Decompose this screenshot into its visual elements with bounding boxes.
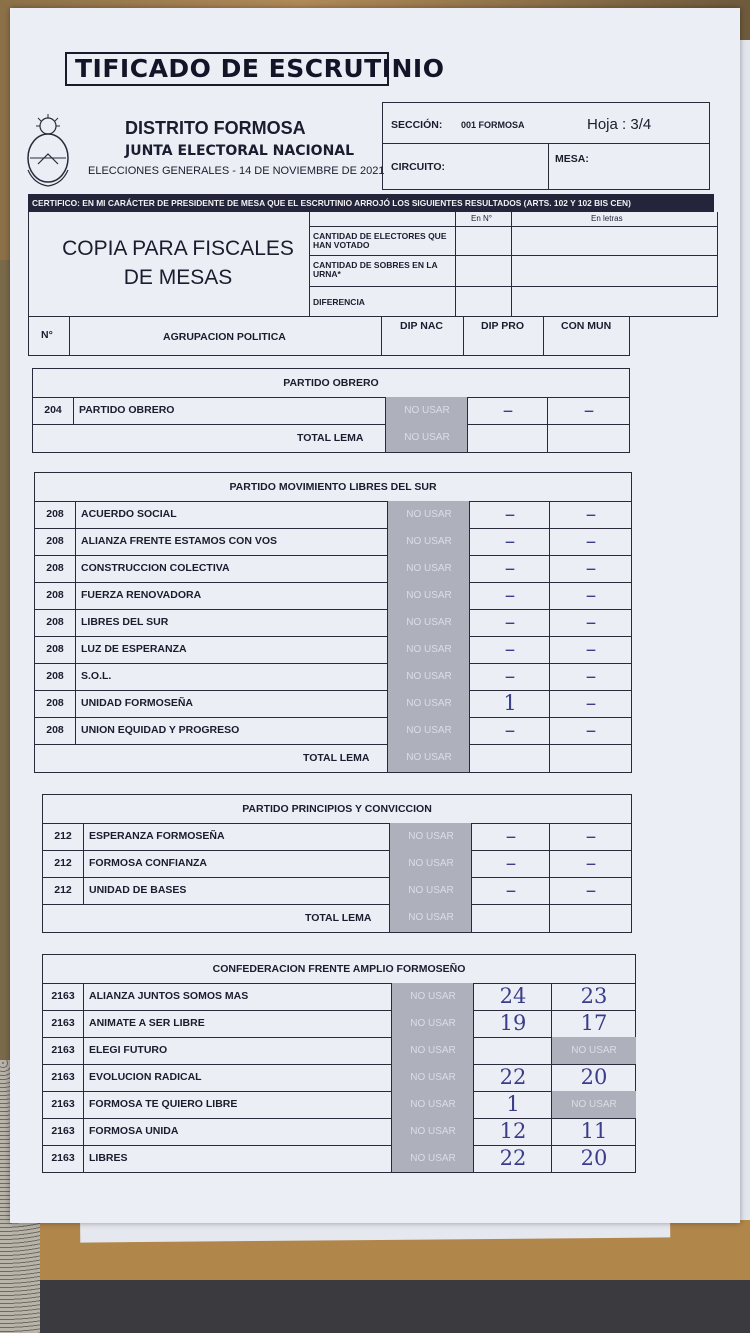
con-mun-value: – [549,582,632,609]
party-name: PARTIDO OBRERO [79,404,175,416]
list-number: 212 [54,857,72,869]
party-row [35,690,631,718]
seccion-label: SECCIÓN: [391,119,443,131]
list-number: 2163 [51,1125,75,1137]
no-usar-cell: NO USAR [389,904,472,932]
party-row [43,1010,635,1038]
counts-table [309,212,717,316]
escrutinio-sheet [10,8,740,1223]
dip-pro-value: 1 [469,690,550,717]
dip-pro-value: 19 [473,1010,552,1037]
con-mun-value: 20 [551,1064,636,1091]
party-row [35,717,631,745]
party-row [43,823,631,851]
con-mun-value: – [549,690,632,717]
dip-pro-value: – [469,528,550,555]
no-usar-cell: NO USAR [385,397,468,424]
no-usar-cell: NO USAR [387,609,470,636]
group-title: PARTIDO MOVIMIENTO LIBRES DEL SUR [35,473,631,502]
party-name: ALIANZA JUNTOS SOMOS MAS [89,990,249,1002]
party-row [43,1145,635,1173]
party-row [43,1037,635,1065]
dip-pro-value: – [469,555,550,582]
no-usar-cell: NO USAR [387,663,470,690]
list-number: 2163 [51,1044,75,1056]
party-row [35,609,631,637]
no-usar-cell: NO USAR [391,1091,474,1118]
mesa-label: MESA: [555,153,589,165]
section-box [382,102,710,190]
dip-pro-value: – [469,609,550,636]
no-usar-cell: NO USAR [389,850,472,877]
party-row [35,663,631,691]
circuito-label: CIRCUITO: [391,161,446,173]
con-mun-value: – [549,501,632,528]
no-usar-cell: NO USAR [387,690,470,717]
list-number: 208 [46,697,64,709]
list-number: 212 [54,830,72,842]
list-number: 2163 [51,1098,75,1110]
list-number: 208 [46,724,64,736]
list-number: 208 [46,535,64,547]
sheet-number: Hoja : 3/4 [587,116,652,133]
no-usar-cell: NO USAR [387,501,470,528]
diferencia-label: DIFERENCIA [313,297,365,307]
party-name: EVOLUCION RADICAL [89,1071,202,1083]
party-name: CONSTRUCCION COLECTIVA [81,562,230,574]
dip-pro-value: – [471,823,550,850]
seccion-value: 001 FORMOSA [461,120,525,130]
group-title: PARTIDO OBRERO [33,369,629,398]
col-con-mun: CON MUN [561,320,612,332]
list-number: 208 [46,670,64,682]
party-row [43,1064,635,1092]
list-number: 212 [54,884,72,896]
party-name: ANIMATE A SER LIBRE [89,1017,205,1029]
no-usar-cell: NO USAR [389,823,472,850]
party-row [33,397,629,425]
group-1 [32,368,630,453]
party-name: ALIANZA FRENTE ESTAMOS CON VOS [81,535,278,547]
sobres-label: CANTIDAD DE SOBRES EN LA URNA* [313,260,438,279]
no-usar-cell: NO USAR [391,1010,474,1037]
argentina-seal-icon [24,112,72,190]
col-agrupacion: AGRUPACION POLITICA [163,331,286,343]
list-number: 208 [46,562,64,574]
col-num: N° [41,329,53,341]
list-number: 208 [46,643,64,655]
party-name: UNIDAD FORMOSEÑA [81,697,193,709]
party-row [35,528,631,556]
party-name: LIBRES DEL SUR [81,616,169,628]
party-row [35,582,631,610]
con-mun-value: 20 [551,1145,636,1172]
dip-pro-value: – [469,636,550,663]
party-name: UNION EQUIDAD Y PROGRESO [81,724,240,736]
party-name: LIBRES [89,1152,128,1164]
list-number: 208 [46,616,64,628]
party-name: ELEGI FUTURO [89,1044,168,1056]
column-header [28,316,630,356]
no-usar-cell: NO USAR [387,717,470,744]
con-mun-value: – [549,609,632,636]
no-usar-cell: NO USAR [391,1064,474,1091]
no-usar-cell: NO USAR [387,636,470,663]
dip-pro-value: – [471,850,550,877]
con-mun-value: – [549,823,632,850]
list-number: 2163 [51,1071,75,1083]
party-name: FORMOSA CONFIANZA [89,857,208,869]
con-mun-value: 17 [551,1010,636,1037]
copia-label: COPIA PARA FISCALES DE MESAS [62,237,294,289]
en-numero-header: En N° [471,214,492,223]
electores-label: CANTIDAD DE ELECTORES QUE HAN VOTADO [313,231,447,250]
party-row [43,983,635,1011]
con-mun-value: – [549,850,632,877]
party-row [35,501,631,529]
document-title: TIFICADO DE ESCRUTINIO [65,52,389,86]
col-dip-pro: DIP PRO [481,320,524,332]
list-number: 208 [46,508,64,520]
party-name: FORMOSA UNIDA [89,1125,179,1137]
party-name: S.O.L. [81,670,112,682]
con-mun-value: – [549,717,632,744]
dip-pro-value: – [469,501,550,528]
group-4 [42,954,636,1173]
con-mun-value: – [549,555,632,582]
list-number: 2163 [51,1152,75,1164]
no-usar-cell: NO USAR [391,1037,474,1064]
party-name: UNIDAD DE BASES [89,884,187,896]
copia-box [28,212,718,317]
no-usar-cell: NO USAR [387,582,470,609]
dip-pro-value: – [469,663,550,690]
group-3 [42,794,632,933]
con-mun-value: – [549,528,632,555]
con-mun-value: 23 [551,983,636,1010]
total-lema-row [43,904,631,932]
dip-pro-value: – [469,582,550,609]
election-date: ELECCIONES GENERALES - 14 DE NOVIEMBRE DE 2021 [88,165,385,177]
certifico-banner: CERTIFICO: EN MI CARÁCTER DE PRESIDENTE DE MESA QUE EL ESCRUTINIO ARROJÓ LOS SIGUIENTES RESULTADOS (ARTS. 102 Y 102 BIS CEN) [28,194,714,212]
list-number: 2163 [51,1017,75,1029]
con-mun-value: – [549,663,632,690]
list-number: 204 [44,404,62,416]
con-mun-value: 11 [551,1118,636,1145]
no-usar-cell: NO USAR [387,528,470,555]
party-row [43,1118,635,1146]
no-usar-cell: NO USAR [391,1145,474,1172]
dip-pro-value: 12 [473,1118,552,1145]
con-mun-value: NO USAR [551,1037,636,1064]
party-name: ESPERANZA FORMOSEÑA [89,830,225,842]
total-lema-row [33,424,629,452]
district-name: DISTRITO FORMOSA [125,118,306,138]
col-dip-nac: DIP NAC [400,320,443,332]
no-usar-cell: NO USAR [385,424,468,452]
total-lema-label: TOTAL LEMA [297,432,364,444]
con-mun-value: – [549,877,632,904]
party-name: ACUERDO SOCIAL [81,508,177,520]
con-mun-value: NO USAR [551,1091,636,1118]
total-lema-label: TOTAL LEMA [305,912,372,924]
dip-pro-value: 22 [473,1145,552,1172]
dip-pro-value [473,1037,552,1064]
no-usar-cell: NO USAR [387,555,470,582]
list-number: 2163 [51,990,75,1002]
party-row [43,850,631,878]
en-letras-header: En letras [591,214,623,223]
group-title: PARTIDO PRINCIPIOS Y CONVICCION [43,795,631,824]
dip-pro-value: 24 [473,983,552,1010]
party-row [43,1091,635,1119]
no-usar-cell: NO USAR [389,877,472,904]
con-mun-value: – [549,636,632,663]
background-floor [0,1280,750,1333]
party-row [35,636,631,664]
con-mun-value: – [547,397,630,424]
dip-pro-value: 1 [473,1091,552,1118]
list-number: 208 [46,589,64,601]
group-2 [34,472,632,773]
junta-name: JUNTA ELECTORAL NACIONAL [125,143,355,159]
dip-pro-value: 22 [473,1064,552,1091]
total-lema-label: TOTAL LEMA [303,752,370,764]
dip-pro-value: – [469,717,550,744]
party-name: FUERZA RENOVADORA [81,589,202,601]
total-lema-row [35,744,631,772]
dip-pro-value: – [471,877,550,904]
no-usar-cell: NO USAR [391,983,474,1010]
group-title: CONFEDERACION FRENTE AMPLIO FORMOSEÑO [43,955,635,984]
party-name: LUZ DE ESPERANZA [81,643,187,655]
party-row [43,877,631,905]
party-row [35,555,631,583]
party-name: FORMOSA TE QUIERO LIBRE [89,1098,238,1110]
no-usar-cell: NO USAR [387,744,470,772]
dip-pro-value: – [467,397,548,424]
no-usar-cell: NO USAR [391,1118,474,1145]
